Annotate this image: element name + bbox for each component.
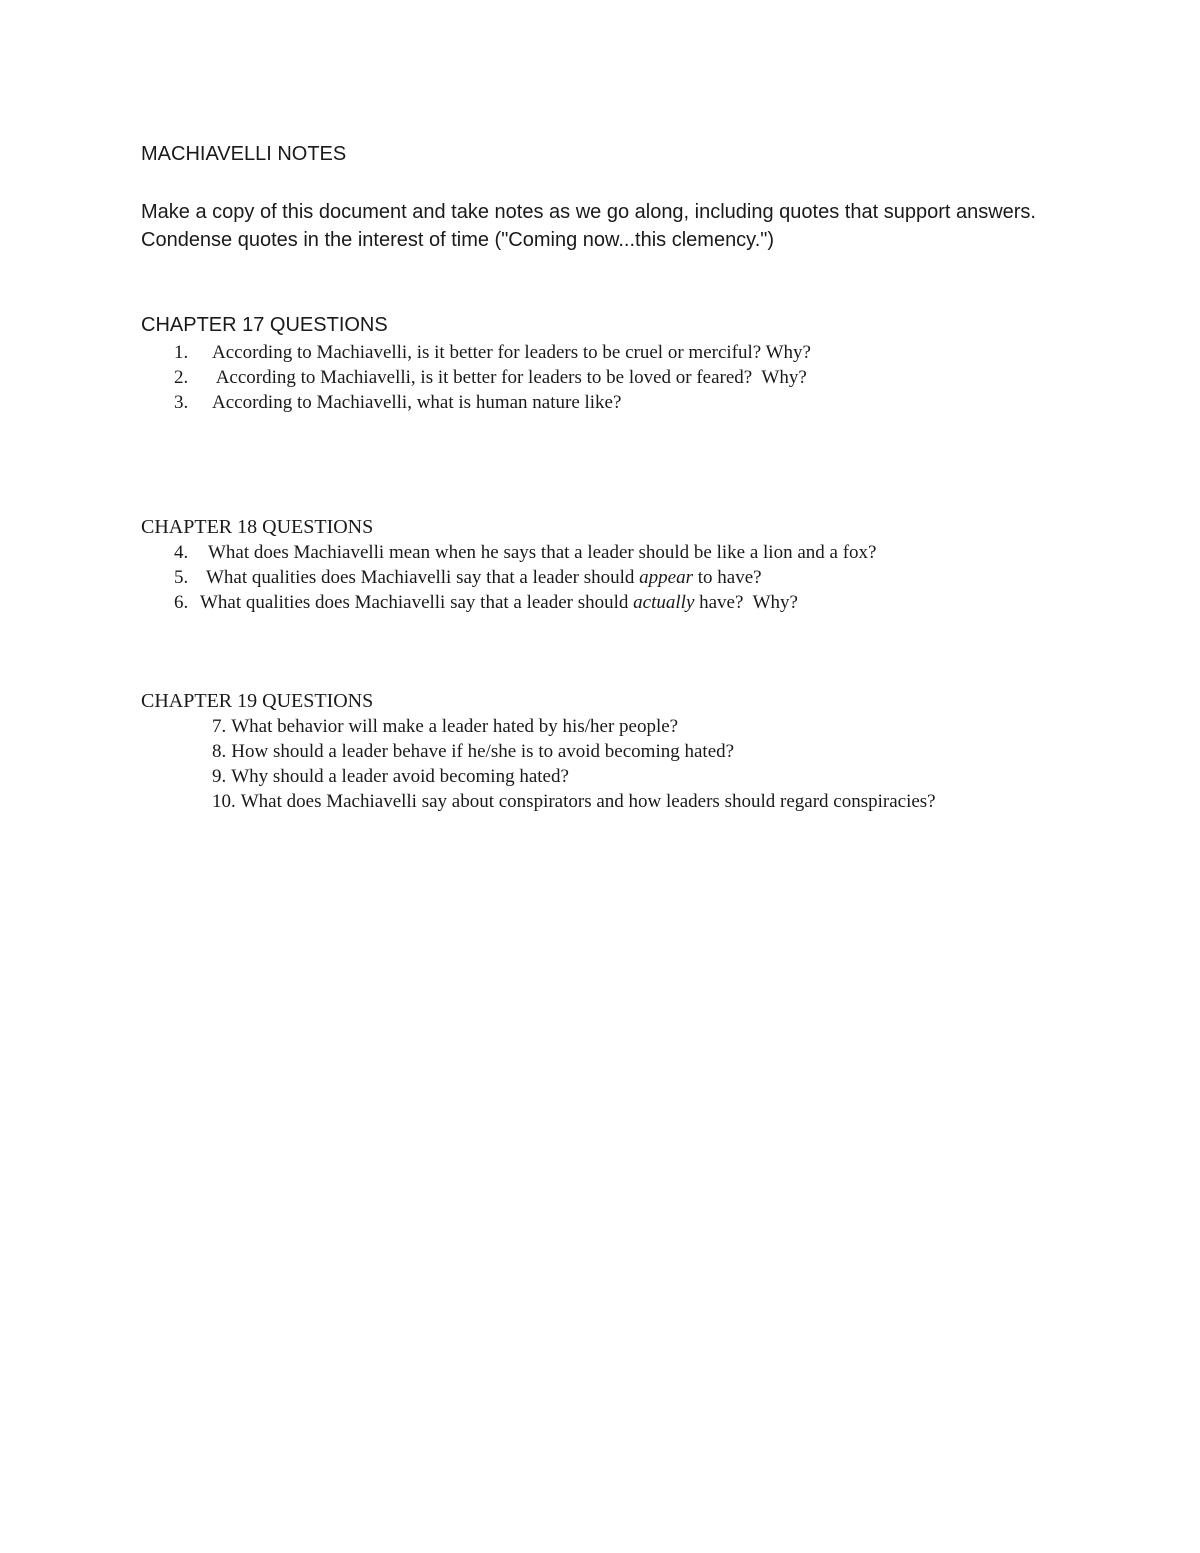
question-number: 5.	[174, 567, 189, 588]
question-text-start: What qualities does Machiavelli say that a leader should	[200, 592, 634, 613]
instructions-paragraph: Make a copy of this document and take notes as we go along, including quotes that support answers. Condense quotes in the interest of time ("Coming now...this clemency.")	[141, 201, 1036, 251]
chapter-19-heading: CHAPTER 19 QUESTIONS	[141, 690, 374, 712]
question-text: Why should a leader avoid becoming hated?	[231, 766, 569, 787]
question-number: 8.	[212, 741, 227, 762]
question-text: According to Machiavelli, is it better for leaders to be cruel or merciful? Why?	[212, 342, 811, 363]
chapter-19-question-list	[212, 714, 936, 814]
question-text: How should a leader behave if he/she is to avoid becoming hated?	[231, 741, 735, 762]
question-text-end: have? Why?	[694, 592, 798, 613]
question-number: 2.	[174, 367, 189, 388]
question-number: 7.	[212, 716, 227, 737]
question-text-end: to have?	[693, 567, 762, 588]
question-item	[174, 365, 811, 390]
question-text-start: What qualities does Machiavelli say that a leader should	[206, 567, 640, 588]
question-number: 4.	[174, 542, 189, 563]
question-text: What does Machiavelli mean when he says that a leader should be like a lion and a fox?	[208, 542, 877, 563]
question-number: 9.	[212, 766, 227, 787]
question-item	[212, 764, 936, 789]
question-number: 10.	[212, 791, 236, 812]
question-text: What does Machiavelli say about conspirators and how leaders should regard conspiracies?	[240, 791, 936, 812]
question-item	[174, 565, 876, 590]
question-item	[212, 714, 936, 739]
question-item	[174, 390, 811, 415]
question-text: According to Machiavelli, is it better for leaders to be loved or feared? Why?	[212, 367, 807, 388]
question-text-emphasis: appear	[639, 567, 693, 588]
chapter-17-heading: CHAPTER 17 QUESTIONS	[141, 314, 388, 336]
question-text: According to Machiavelli, what is human nature like?	[212, 392, 622, 413]
question-text: What behavior will make a leader hated by his/her people?	[231, 716, 679, 737]
question-item	[174, 590, 876, 615]
chapter-18-question-list	[174, 540, 876, 615]
question-item	[174, 340, 811, 365]
chapter-18-heading: CHAPTER 18 QUESTIONS	[141, 516, 374, 538]
question-item	[174, 540, 876, 565]
question-number: 1.	[174, 342, 189, 363]
document-title: MACHIAVELLI NOTES	[141, 143, 347, 165]
question-item	[212, 739, 936, 764]
question-item	[212, 789, 936, 814]
question-number: 6.	[174, 592, 189, 613]
chapter-17-question-list	[174, 340, 811, 415]
question-text-emphasis: actually	[633, 592, 695, 613]
question-number: 3.	[174, 392, 189, 413]
